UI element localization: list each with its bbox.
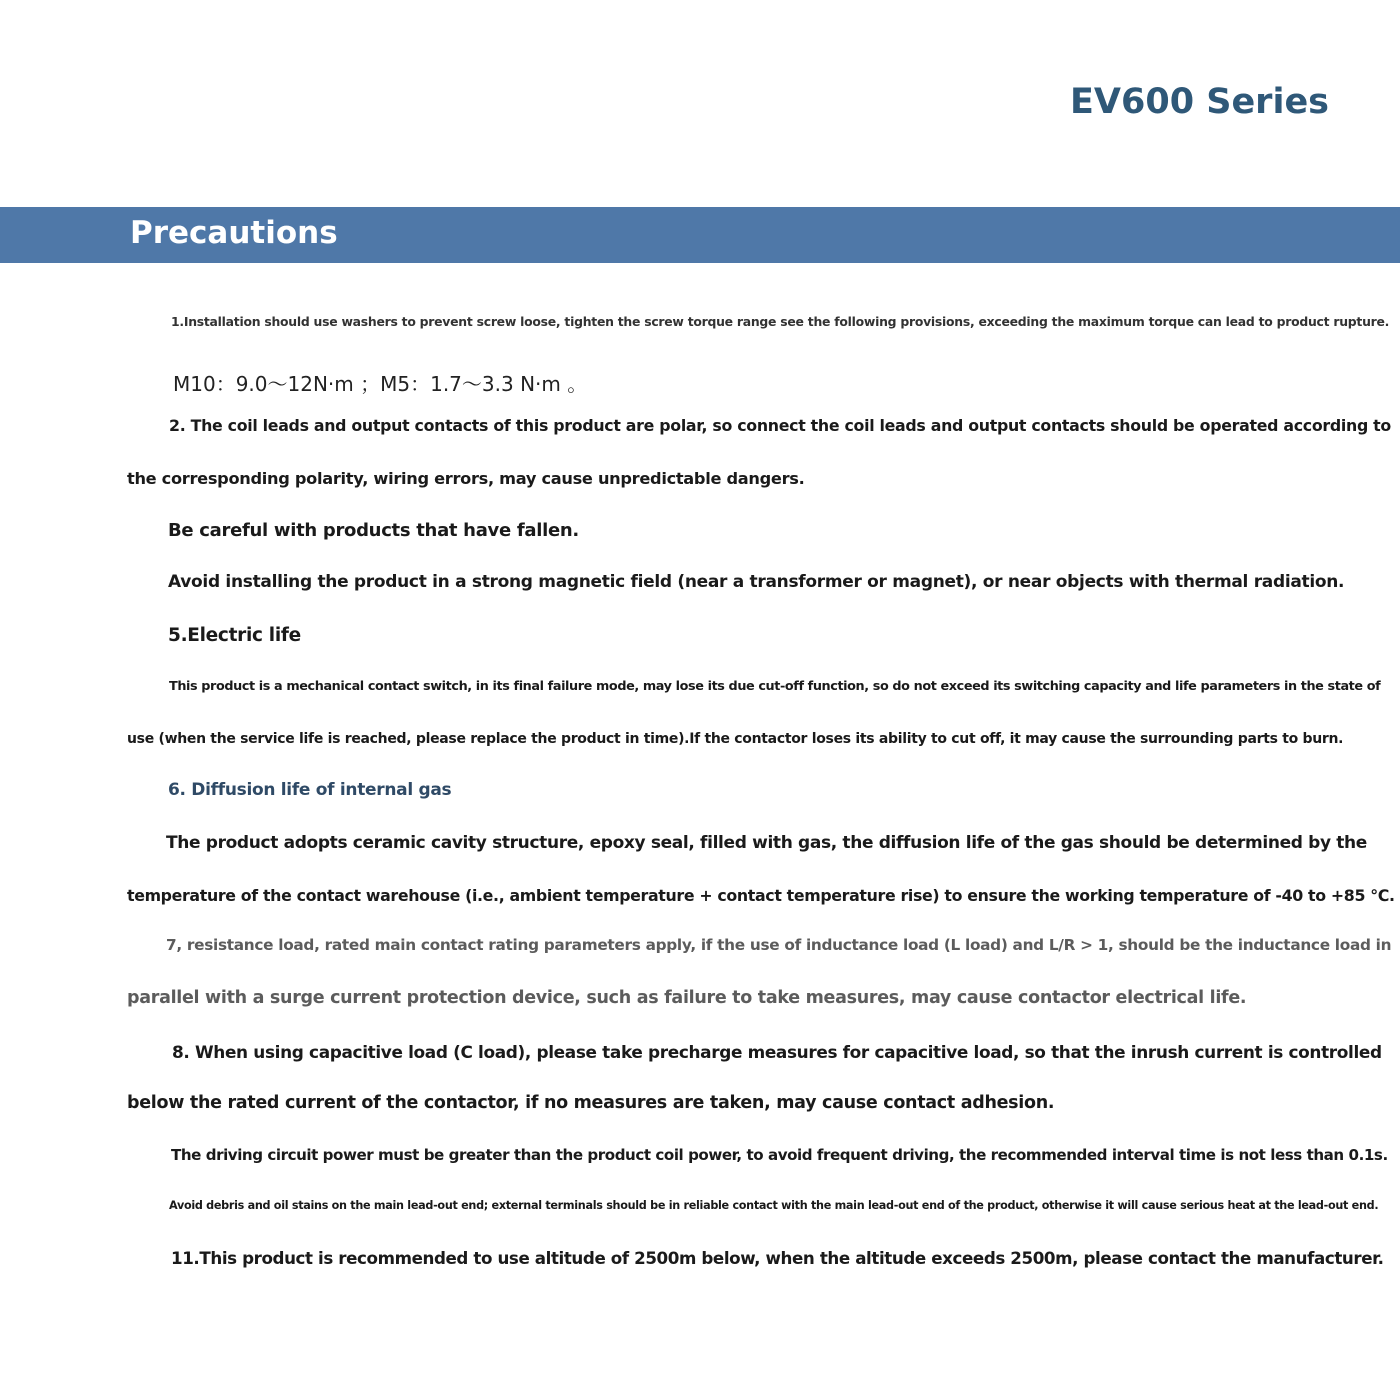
precaution-11: 11.This product is recommended to use altitude of 2500m below, when the altitude exceeds 2500m, please contact the manufacturer. [171, 1248, 1384, 1268]
precaution-8-line-2: below the rated current of the contactor, if no measures are taken, may cause contact adhesion. [127, 1093, 1055, 1113]
precaution-6-line-2: temperature of the contact warehouse (i.e., ambient temperature + contact temperature rise) to ensure the working temperature of -40 to +85 ℃. [127, 886, 1395, 905]
heading-electric-life: 5.Electric life [168, 625, 301, 646]
torque-spec: M10：9.0～12N·m ；M5：1.7～3.3 N·m 。 [173, 372, 588, 396]
precaution-2-line-1: 2. The coil leads and output contacts of this product are polar, so connect the coil leads and output contacts should be operated according to [169, 416, 1391, 435]
precaution-8-line-1: 8. When using capacitive load (C load), please take precharge measures for capacitive load, so that the inrush current is controlled [172, 1042, 1382, 1062]
precaution-2-line-2: the corresponding polarity, wiring errors, may cause unpredictable dangers. [127, 469, 805, 488]
series-title: EV600 Series [1070, 82, 1330, 122]
precaution-3: Be careful with products that have fallen. [168, 520, 579, 541]
precaution-5-line-2: use (when the service life is reached, please replace the product in time).If the contactor loses its ability to cut off, it may cause the surrounding parts to burn. [127, 731, 1344, 747]
section-banner [0, 207, 1400, 263]
precaution-7-line-1: 7, resistance load, rated main contact rating parameters apply, if the use of inductance load (L load) and L/R > 1, should be the inductance load in [166, 936, 1392, 954]
precaution-6-line-1: The product adopts ceramic cavity structure, epoxy seal, filled with gas, the diffusion life of the gas should be determined by the [166, 833, 1367, 853]
precaution-4: Avoid installing the product in a strong magnetic field (near a transformer or magnet), or near objects with thermal radiation. [168, 572, 1345, 592]
precaution-1: 1.Installation should use washers to prevent screw loose, tighten the screw torque range see the following provisions, exceeding the maximum torque can lead to product rupture. [171, 314, 1390, 329]
precaution-10: Avoid debris and oil stains on the main lead-out end; external terminals should be in reliable contact with the main lead-out end of the product, otherwise it will cause serious heat at the lead-out end. [169, 1199, 1379, 1212]
precaution-7-line-2: parallel with a surge current protection device, such as failure to take measures, may cause contactor electrical life. [127, 988, 1247, 1008]
heading-gas-diffusion: 6. Diffusion life of internal gas [168, 780, 452, 800]
banner-title: Precautions [130, 215, 338, 251]
precaution-9: The driving circuit power must be greater than the product coil power, to avoid frequent driving, the recommended interval time is not less than 0.1s. [171, 1146, 1388, 1164]
precaution-5-line-1: This product is a mechanical contact switch, in its final failure mode, may lose its due cut-off function, so do not exceed its switching capacity and life parameters in the state of [169, 679, 1381, 694]
